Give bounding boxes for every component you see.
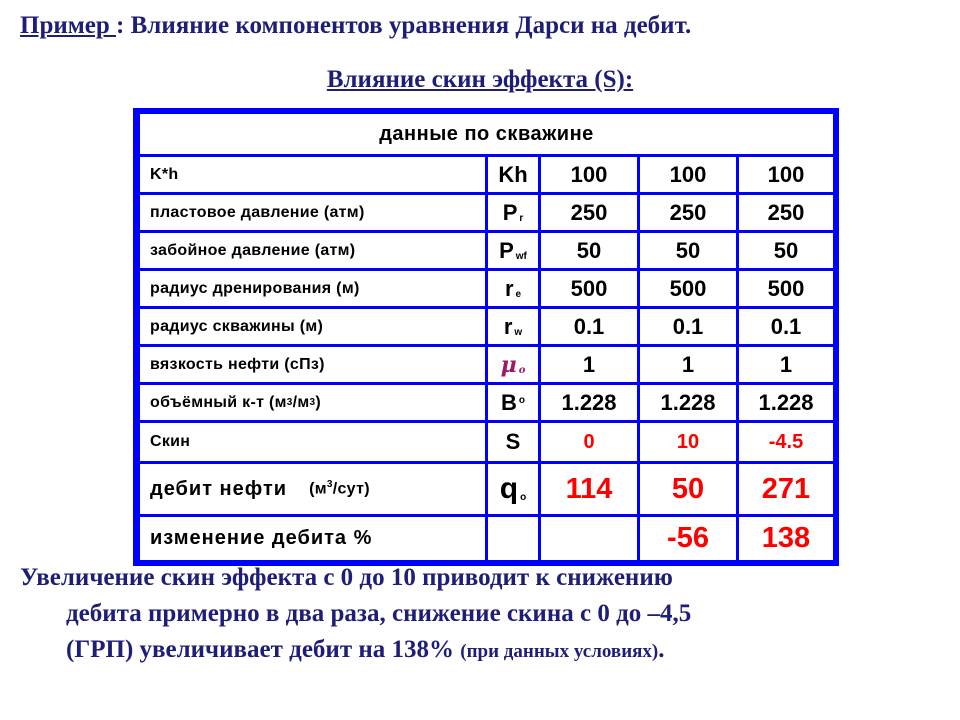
value-cell: 1.228 [739, 385, 833, 420]
value-cell: 50 [739, 233, 833, 268]
well-data-table [133, 108, 839, 566]
value-cell: 250 [739, 195, 833, 230]
conclusion-line-2: дебита примерно в два раза, снижение скина с 0 до –4,5 [66, 600, 692, 627]
rate-change-value-cell: 138 [739, 517, 833, 560]
row-label-rate-change: изменение дебита % [140, 517, 485, 560]
rate-change-value-cell: -56 [640, 517, 736, 560]
title-prefix: Пример [20, 12, 117, 39]
value-cell: 1 [640, 347, 736, 382]
row-label-oil-viscosity: вязкость нефти (сПз) [140, 347, 485, 382]
row-symbol-rw: r $_w$ [488, 309, 538, 344]
row-label-kh: K*h [140, 157, 485, 192]
page-subtitle: Влияние скин эффекта (S): [326, 66, 634, 93]
oil-rate-value-cell: 114 [541, 464, 637, 514]
row-label-bottomhole-pressure: забойное давление (атм) [140, 233, 485, 268]
row-symbol-re: r $_e$ [488, 271, 538, 306]
rate-change-value-cell [541, 517, 637, 560]
value-cell: 100 [640, 157, 736, 192]
value-cell: 100 [739, 157, 833, 192]
value-cell: 50 [640, 233, 736, 268]
row-symbol-kh: Kh [488, 157, 538, 192]
value-cell: 250 [541, 195, 637, 230]
row-symbol-s: S [488, 423, 538, 461]
row-symbol-qo: q $_o$ [488, 464, 538, 514]
skin-value-cell: 0 [541, 423, 637, 461]
value-cell: 1.228 [541, 385, 637, 420]
value-cell: 500 [541, 271, 637, 306]
value-cell: 0.1 [640, 309, 736, 344]
row-label-skin: Скин [140, 423, 485, 461]
conclusion-line-1: Увеличение скин эффекта с 0 до 10 приводит к снижению [20, 564, 673, 591]
title-rest: : Влияние компонентов уравнения Дарси на дебит. [116, 12, 692, 39]
value-cell: 0.1 [739, 309, 833, 344]
row-label-well-radius: радиус скважины (м) [140, 309, 485, 344]
row-symbol-empty [488, 517, 538, 560]
value-cell: 50 [541, 233, 637, 268]
row-symbol-bo: B $_o$ [488, 385, 538, 420]
row-symbol-pr: P $_r$ [488, 195, 538, 230]
conclusion-text [20, 560, 950, 670]
row-label-drainage-radius: радиус дренирования (м) [140, 271, 485, 306]
value-cell: 1 [541, 347, 637, 382]
row-symbol-pwf: P $_{wf}$ [488, 233, 538, 268]
value-cell: 500 [739, 271, 833, 306]
value-cell: 1.228 [640, 385, 736, 420]
table-header: данные по скважине [140, 114, 833, 154]
row-label-reservoir-pressure: пластовое давление (атм) [140, 195, 485, 230]
value-cell: 250 [640, 195, 736, 230]
value-cell: 500 [640, 271, 736, 306]
conclusion-line-3: (ГРП) увеличивает дебит на 138% (при данных условиях). [66, 636, 665, 663]
oil-rate-value-cell: 271 [739, 464, 833, 514]
page-title [20, 12, 691, 40]
value-cell: 100 [541, 157, 637, 192]
row-label-oil-rate: дебит нефти $(м^3/сут)$ [140, 464, 485, 514]
skin-value-cell: 10 [640, 423, 736, 461]
row-symbol-mu: μ $_o$ [488, 347, 538, 382]
value-cell: 1 [739, 347, 833, 382]
oil-rate-value-cell: 50 [640, 464, 736, 514]
skin-value-cell: -4.5 [739, 423, 833, 461]
row-label-formation-volume-factor: объёмный к-т (м 3 /м 3 ) [140, 385, 485, 420]
value-cell: 0.1 [541, 309, 637, 344]
